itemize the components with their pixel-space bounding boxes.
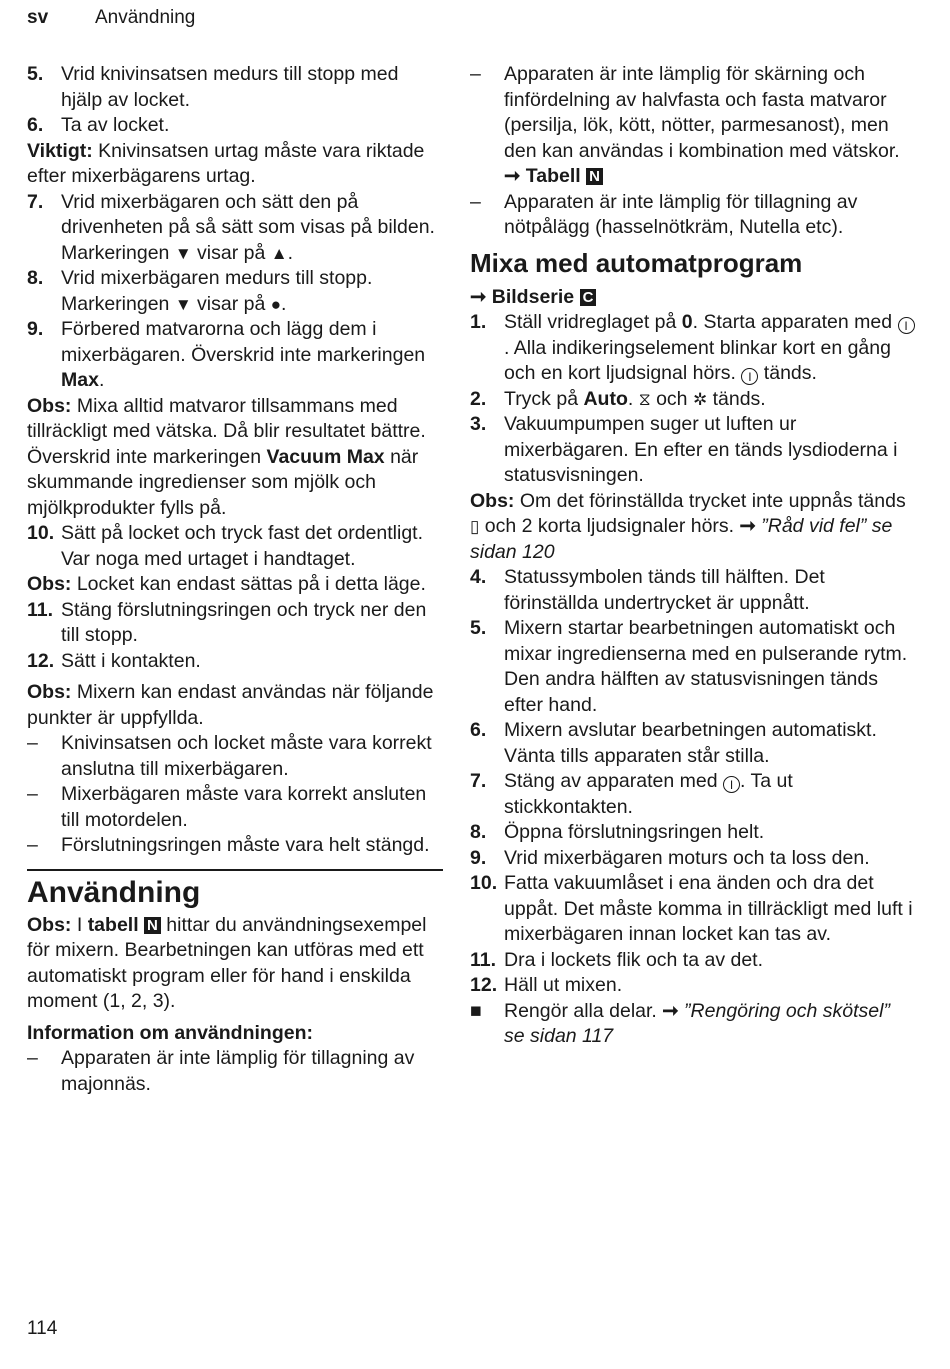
arrow-right-icon: ➞ bbox=[662, 999, 679, 1022]
section-title: Användning bbox=[27, 875, 201, 909]
page-number: 114 bbox=[27, 1318, 58, 1339]
triangle-up-icon: ▲ bbox=[270, 243, 288, 263]
step-6: 6. Ta av locket. bbox=[27, 114, 170, 136]
obs-note-4: Obs: I tabell N hittar du användningsexempel för mixern. Bearbetningen kan utföras med ett automatiskt program eller för hand i enskilda moment (1, 2, 3). bbox=[27, 913, 427, 1012]
dash-item: – Mixerbägaren måste vara korrekt ansluten till motordelen. bbox=[27, 783, 427, 831]
table-n-icon: N bbox=[586, 168, 603, 185]
obs-note-3: Obs: Mixern kan endast användas när följande punkter är uppfyllda. bbox=[27, 681, 434, 729]
step-7: 7. Vrid mixerbägaren och sätt den på drivenheten på så sätt som visas på bilden. Markeringen ▼ visar på ▲. bbox=[27, 190, 443, 267]
auto-step-3: 3. Vakuumpumpen suger ut luften ur mixerbägaren. En efter en tänds lysdioderna i statusvisningen. bbox=[470, 413, 898, 486]
step-8: 8. Vrid mixerbägaren medurs till stopp. Markeringen ▼ visar på ●. bbox=[27, 266, 443, 317]
power-icon: I bbox=[741, 368, 758, 385]
step-10: 10. Sätt på locket och tryck fast det ordentligt. Var noga med urtaget i handtaget. bbox=[27, 522, 424, 570]
language-code: sv bbox=[27, 7, 49, 28]
auto-step-11: 11. Dra i lockets flik och ta av det. bbox=[470, 948, 764, 971]
auto-step-4: 4. Statussymbolen tänds till hälften. Det förinställda undertrycket är uppnått. bbox=[470, 566, 825, 614]
bullet-item: ■ Rengör alla delar. ➞ ”Rengöring och skötsel” se sidan 117 bbox=[470, 999, 890, 1047]
auto-step-12: 12. Häll ut mixen. bbox=[470, 974, 623, 996]
dot-icon: ● bbox=[270, 294, 282, 314]
auto-step-5: 5. Mixern startar bearbetningen automatiskt och mixar ingredienserna med en pulserande rytm. Den andra hälften av statusvisningen tänds efter hand. bbox=[470, 617, 908, 716]
step-9: 9. Förbered matvarorna och lägg dem i mixerbägaren. Överskrid inte markeringen Max. bbox=[27, 318, 426, 391]
vacuum-icon: ⧖ bbox=[638, 389, 651, 409]
arrow-right-icon: ➞ bbox=[470, 285, 487, 308]
auto-step-10: 10. Fatta vakuumlåset i ena änden och dra det uppåt. Det måste komma in tillräckligt med luft i mixerbägaren innan locket kan tas av. bbox=[470, 872, 913, 945]
dash-item: – Apparaten är inte lämplig för tillagning av majonnäs. bbox=[27, 1047, 415, 1095]
arrow-right-icon: ➞ bbox=[739, 515, 756, 537]
auto-step-7: 7. Stäng av apparaten med I . Ta ut stickkontakten. bbox=[470, 770, 793, 818]
power-icon: I bbox=[898, 317, 915, 334]
step-5: 5. Vrid knivinsatsen medurs till stopp med hjälp av locket. bbox=[27, 63, 399, 111]
auto-step-8: 8. Öppna förslutningsringen helt. bbox=[470, 821, 765, 843]
info-title: Information om användningen: bbox=[27, 1021, 313, 1044]
dash-item: – Apparaten är inte lämplig för tillagning av nötpålägg (hasselnötkräm, Nutella etc). bbox=[470, 190, 858, 238]
step-12: 12. Sätt i kontakten. bbox=[27, 649, 201, 672]
triangle-down-icon: ▼ bbox=[174, 243, 192, 263]
obs-note-2: Obs: Locket kan endast sättas på i detta läge. bbox=[27, 573, 426, 595]
table-n-icon: N bbox=[144, 917, 161, 934]
important-note: Viktigt: Knivinsatsen urtag måste vara riktade efter mixerbägarens urtag. bbox=[27, 139, 425, 187]
step-11: 11. Stäng förslutningsringen och tryck ner den till stopp. bbox=[27, 598, 427, 646]
section-divider bbox=[27, 869, 443, 871]
auto-step-2: 2. Tryck på Auto. ⧖ och ✲ tänds. bbox=[470, 387, 915, 413]
arrow-right-icon: ➞ bbox=[504, 165, 521, 187]
page-header bbox=[27, 7, 196, 29]
dash-item: – Apparaten är inte lämplig för skärning och finfördelning av halvfasta och fasta matvaror (persilja, lök, kött, nötter, parmesanost), men den kan användas i kombination med vätskor. ➞ Tabell N bbox=[470, 62, 915, 190]
left-column bbox=[27, 62, 443, 1097]
obs-note-5: Obs: Om det förinställda trycket inte uppnås tänds ▯ och 2 korta ljudsignaler hörs. ➞ ”Råd vid fel” se sidan 120 bbox=[470, 489, 906, 563]
pulse-icon: ✲ bbox=[692, 389, 708, 409]
auto-step-6: 6. Mixern avslutar bearbetningen automatiskt. Vänta tills apparaten står stilla. bbox=[470, 719, 877, 767]
image-series-ref: ➞ Bildserie C bbox=[470, 285, 915, 311]
image-c-icon: C bbox=[580, 289, 597, 306]
error-icon: ▯ bbox=[470, 517, 480, 536]
square-bullet-icon: ■ bbox=[470, 999, 482, 1022]
auto-step-9: 9. Vrid mixerbägaren moturs och ta loss den. bbox=[470, 846, 870, 869]
subsection-title: Mixa med automatprogram bbox=[470, 247, 803, 278]
power-icon: I bbox=[723, 776, 740, 793]
right-column bbox=[470, 62, 915, 1050]
section-name: Användning bbox=[95, 7, 196, 28]
obs-note-1: Obs: Mixa alltid matvaror tillsammans med tillräckligt med vätska. Då blir resultatet bättre. Överskrid inte markeringen Vacuum Max när skummande ingredienser som mjölk och mjölkprodukter fylls på. bbox=[27, 394, 426, 519]
dash-item: – Knivinsatsen och locket måste vara korrekt anslutna till mixerbägaren. bbox=[27, 732, 432, 780]
dash-item: – Förslutningsringen måste vara helt stängd. bbox=[27, 834, 430, 856]
triangle-down-icon: ▼ bbox=[174, 294, 192, 314]
auto-step-1: 1. Ställ vridreglaget på 0. Starta apparaten med I. Alla indikeringselement blinkar kort en gång och en kort ljudsignal hörs. I tänds. bbox=[470, 310, 915, 387]
